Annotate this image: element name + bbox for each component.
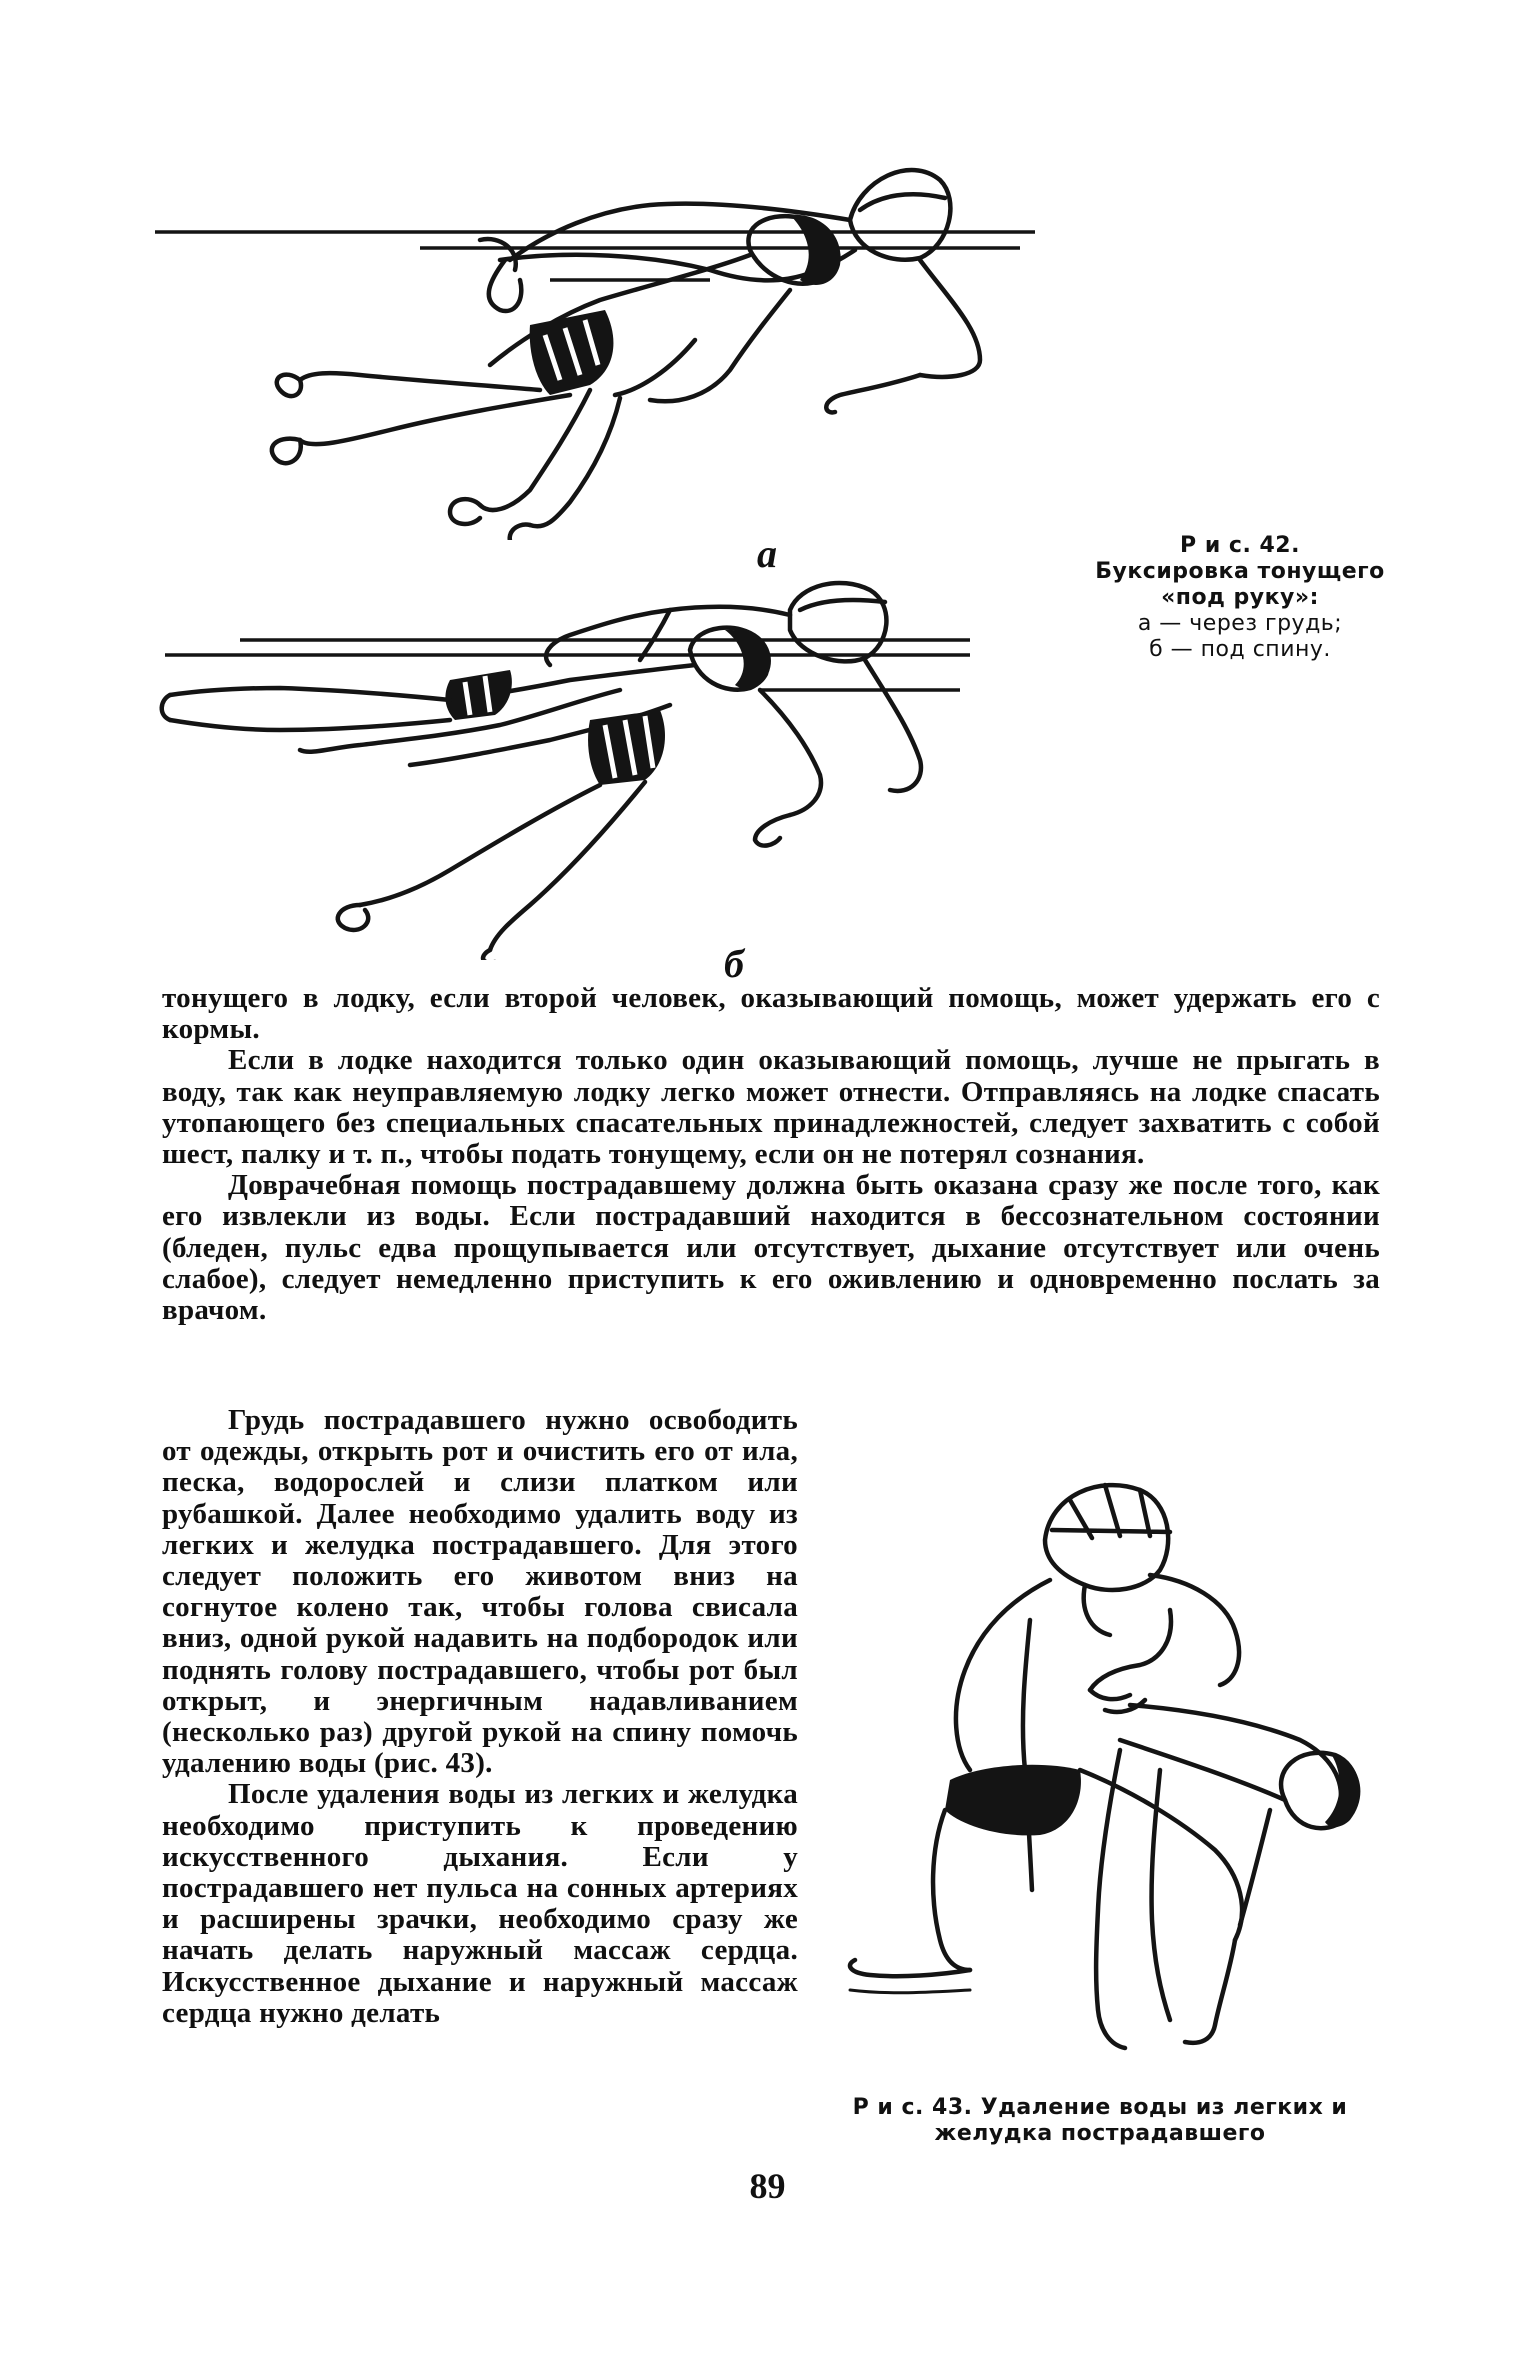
figure-42-caption	[1090, 533, 1390, 663]
figure-43-caption-line2: желудка пострадавшего	[934, 2121, 1266, 2146]
figure-42b-label: б	[724, 941, 744, 986]
figure-42a-illustration	[150, 140, 1050, 540]
figure-42-caption-title: Р и с. 42.	[1180, 533, 1300, 558]
paragraph-3: Доврачебная помощь пострадавшему должна быть оказана сразу же после того, как его извлекли из воды. Если пострадавший находится в бессознательном состоянии (бледен, пульс едва прощупывается или отсутствует, дыхание отсутствует или очень слабое), следует немедленно приступить к его оживлению и одновременно послать за врачом.	[162, 1169, 1380, 1327]
figure-42-caption-line3: а — через грудь;	[1137, 611, 1343, 636]
paragraph-5: После удаления воды из легких и желудка необходимо приступить к проведению искусственного дыхания. Если у пострадавшего нет пульса на сонных артериях и расширены зрачки, необходимо сразу же начать делать наружный массаж сердца. Искусственное дыхание и наружный массаж сердца нужно делать	[162, 1778, 798, 2029]
figure-43-caption	[820, 2095, 1380, 2147]
figure-42-caption-line1: Буксировка тонущего	[1095, 559, 1385, 584]
figure-43-illustration	[830, 1470, 1370, 2070]
figure-42-caption-line4: б — под спину.	[1149, 637, 1331, 662]
figure-42b-illustration	[150, 570, 1050, 960]
column-text	[162, 1405, 798, 2029]
figure-43-caption-line1: Р и с. 43. Удаление воды из легких и	[852, 2095, 1348, 2120]
full-width-text	[162, 983, 1380, 1326]
paragraph-1: тонущего в лодку, если второй человек, оказывающий помощь, может удержать его с кормы.	[162, 982, 1380, 1046]
page-number: 89	[749, 2166, 786, 2206]
paragraph-2: Если в лодке находится только один оказывающий помощь, лучше не прыгать в воду, так как неуправляемую лодку легко может отнести. Отправляясь на лодке спасать утопающего без специальных спасательных принадлежностей, следует захватить с собой шест, палку и т. п., чтобы подать тонущему, если он не потерял сознания.	[162, 1044, 1380, 1171]
figure-42-caption-line2: «под руку»:	[1161, 585, 1319, 610]
figure-42a-label: а	[757, 531, 777, 576]
paragraph-4: Грудь пострадавшего нужно освободить от одежды, открыть рот и очистить его от ила, песка, водорослей и слизи платком или рубашкой. Далее необходимо удалить воду из легких и желудка пострадавшего. Для этого следует положить его животом вниз на согнутое колено так, чтобы голова свисала вниз, одной рукой надавить на подбородок или поднять голову пострадавшего, чтобы рот был открыт, и энергичным надавливанием (несколько раз) другой рукой на спину помочь удалению воды (рис. 43).	[162, 1404, 798, 1780]
